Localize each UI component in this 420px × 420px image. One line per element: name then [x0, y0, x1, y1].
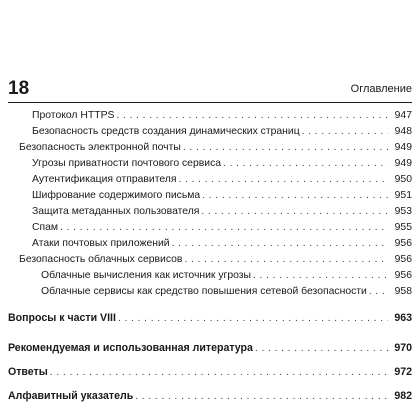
toc-entry	[8, 108, 412, 124]
dot-leader	[201, 204, 388, 220]
toc-entry	[8, 140, 412, 156]
toc-major-entry	[8, 384, 412, 408]
dot-leader	[116, 108, 388, 124]
toc-major-entry	[8, 360, 412, 384]
toc-entry-page: 951	[394, 190, 412, 201]
dot-leader	[172, 236, 388, 252]
toc-entry-page: 949	[394, 158, 412, 169]
toc-entry-title: Шифрование содержимого письма	[32, 190, 201, 201]
toc-entry	[8, 252, 412, 268]
dot-leader	[369, 284, 388, 300]
toc-entry	[8, 236, 412, 252]
toc-entry-page: 982	[394, 390, 412, 402]
toc-entry-title: Спам	[32, 222, 59, 233]
toc-entry-page: 950	[394, 174, 412, 185]
toc-major-entry	[8, 306, 412, 330]
toc-entry-page: 958	[394, 286, 412, 297]
header-divider	[8, 102, 412, 103]
toc-entry-title: Рекомендуемая и использованная литература	[8, 342, 253, 354]
dot-leader	[302, 124, 388, 140]
toc-entry-page: 956	[394, 270, 412, 281]
toc-entry-page: 956	[394, 254, 412, 265]
toc-entry	[8, 220, 412, 236]
toc-entry-page: 949	[394, 142, 412, 153]
toc-entry	[8, 204, 412, 220]
dot-leader	[184, 252, 388, 268]
toc-entry-title: Алфавитный указатель	[8, 390, 134, 402]
toc-entry-title: Протокол HTTPS	[32, 110, 115, 121]
toc-entry-title: Угрозы приватности почтового сервиса	[32, 158, 222, 169]
dot-leader	[202, 188, 388, 204]
dot-leader	[135, 385, 388, 409]
toc-entry	[8, 124, 412, 140]
toc-entry-page: 955	[394, 222, 412, 233]
toc-entry-title: Безопасность электронной почты	[19, 142, 181, 153]
toc-entry-title: Безопасность облачных сервисов	[19, 254, 183, 265]
dot-leader	[223, 156, 388, 172]
toc-entry-page: 970	[394, 342, 412, 354]
toc-entry	[8, 172, 412, 188]
toc-entry	[8, 284, 412, 300]
toc-entry-title: Защита метаданных пользователя	[32, 206, 200, 217]
toc-entry-title: Облачные сервисы как средство повышения сетевой безопасности	[41, 286, 367, 297]
dot-leader	[253, 268, 388, 284]
toc-entry	[8, 268, 412, 284]
toc-entry	[8, 156, 412, 172]
toc-entry-page: 948	[394, 126, 412, 137]
dot-leader	[183, 140, 388, 156]
toc-entry-page: 953	[394, 206, 412, 217]
toc-entry-title: Облачные вычисления как источник угрозы	[41, 270, 251, 281]
page-number: 18	[8, 78, 30, 99]
toc-entry-page: 963	[394, 312, 412, 324]
dot-leader	[179, 172, 389, 188]
dot-leader	[60, 220, 388, 236]
toc-entry-title: Ответы	[8, 366, 48, 378]
toc-entry-title: Атаки почтовых приложений	[32, 238, 170, 249]
toc-entry-title: Безопасность средств создания динамических страниц	[32, 126, 300, 137]
toc-entry	[8, 188, 412, 204]
toc-entry-page: 956	[394, 238, 412, 249]
toc-major-entry	[8, 336, 412, 360]
dot-leader	[50, 361, 388, 385]
table-of-contents	[8, 108, 412, 408]
running-section-title: Оглавление	[350, 83, 412, 95]
toc-entry-page: 972	[394, 366, 412, 378]
toc-entry-page: 947	[394, 110, 412, 121]
toc-entry-title: Вопросы к части VIII	[8, 312, 116, 324]
page-header	[8, 78, 412, 102]
dot-leader	[255, 337, 388, 361]
toc-entry-title: Аутентификация отправителя	[32, 174, 177, 185]
dot-leader	[118, 307, 388, 331]
